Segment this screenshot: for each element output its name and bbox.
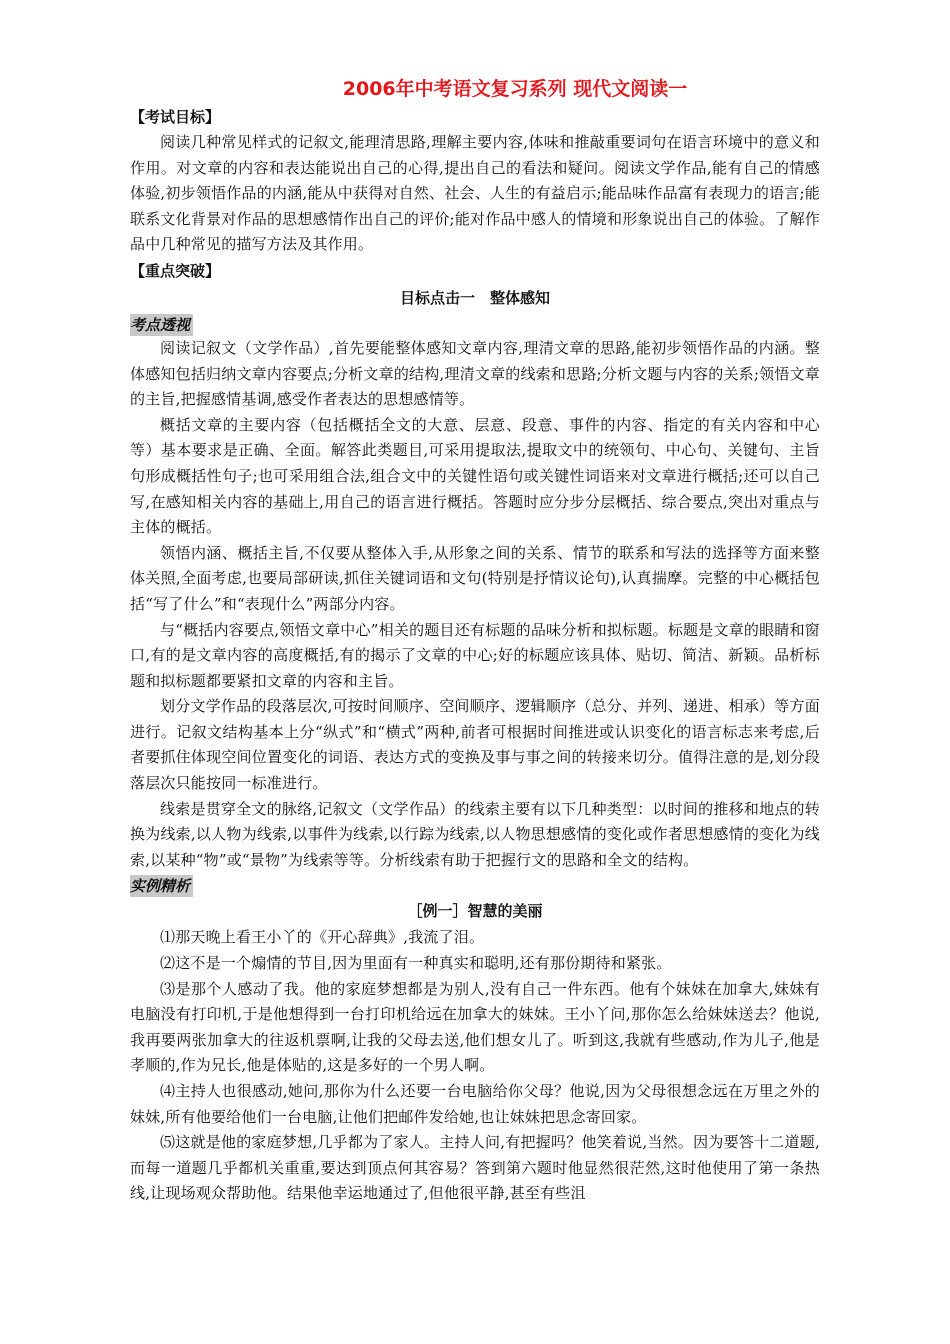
example-paragraph: ⑶是那个人感动了我。他的家庭梦想都是为别人,没有自己一件东西。他有个妹妹在加拿大,妹妹有电脑没有打印机,于是他想得到一台打印机给远在加拿大的妹妹。王小丫问,那你怎么给妹妹送去？他说,我再要两张加拿大的往返机票啊,让我的父母去送,他们想女儿了。听到这,我就有些感动,作为儿子,他是孝顺的,作为兄长,他是体贴的,这是多好的一个男人啊。 — [130, 979, 820, 1075]
exam-target-heading: 【考试目标】 — [130, 108, 221, 126]
kaodian-paragraph: 领悟内涵、概括主旨,不仅要从整体入手,从形象之间的关系、情节的联系和写法的选择等方面来整体关照,全面考虑,也要局部研读,抓住关键词语和文句(特别是抒情议论句),认真揣摩。完整的中心概括包括“写了什么”和“表现什么”两部分内容。 — [130, 543, 820, 613]
shili-tag: 实例精析 — [130, 875, 193, 897]
kaodian-tag: 考点透视 — [130, 314, 193, 336]
document-title: 2006年中考语文复习系列 现代文阅读一 — [342, 78, 688, 100]
exam-target-paragraph: 阅读几种常见样式的记叙文,能理清思路,理解主要内容,体味和推敲重要词句在语言环境中的意义和作用。对文章的内容和表达能说出自己的心得,提出自己的看法和疑问。阅读文学作品,能有自己的情感体验,初步领悟作品的内涵,能从中获得对自然、社会、人生的有益启示;能品味作品富有表现力的语言;能联系文化背景对作品的思想感情作出自己的评价;能对作品中感人的情境和形象说出自己的体验。了解作品中几种常见的描写方法及其作用。 — [130, 133, 820, 254]
goal-heading: 目标点击一 整体感知 — [399, 288, 550, 307]
kaodian-paragraph: 概括文章的主要内容（包括概括全文的大意、层意、段意、事件的内容、指定的有关内容和中心等）基本要求是正确、全面。解答此类题目,可采用提取法,提取文中的统领句、中心句、关键句、主旨句形成概括性句子;也可采用组合法,组合文中的关键性语句或关键性词语来对文章进行概括;还可以自己写,在感知相关内容的基础上,用自己的语言进行概括。答题时应分步分层概括、综合要点,突出对重点与主体的概括。 — [130, 415, 820, 537]
example-paragraph: ⑷主持人也很感动,她问,那你为什么还要一台电脑给你父母？他说,因为父母很想念远在万里之外的妹妹,所有他要给他们一台电脑,让他们把邮件发给她,也让妹妹把思念寄回家。 — [130, 1082, 820, 1126]
example-paragraph: ⑵这不是一个煽情的节目,因为里面有一种真实和聪明,还有那份期待和紧张。 — [160, 954, 672, 973]
key-breakthrough-heading: 【重点突破】 — [130, 261, 221, 280]
example-paragraph: ⑴那天晚上看王小丫的《开心辞典》,我流了泪。 — [160, 928, 485, 947]
example-paragraph: ⑸这就是他的家庭梦想,几乎都为了家人。主持人问,有把握吗？他笑着说,当然。因为要答十二道题,而每一道题几乎都机关重重,要达到顶点何其容易？答到第六题时他显然很茫然,这时他使用了第一条热线,让现场观众帮助他。结果他幸运地通过了,但他很平静,甚至有些沮 — [130, 1133, 820, 1203]
kaodian-paragraph: 线索是贯穿全文的脉络,记叙文（文学作品）的线索主要有以下几种类型：以时间的推移和地点的转换为线索,以人物为线索,以事件为线索,以行踪为线索,以人物思想感情的变化或作者思想感情的变化为线索,以某种“物”或“景物”为线索等等。分析线索有助于把握行文的思路和全文的结构。 — [130, 799, 820, 869]
kaodian-paragraph: 阅读记叙文（文学作品）,首先要能整体感知文章内容,理清文章的思路,能初步领悟作品的内涵。整体感知包括归纳文章内容要点;分析文章的结构,理清文章的线索和思路;分析文题与内容的关系;领悟文章的主旨,把握感情基调,感受作者表达的思想感情等。 — [130, 338, 820, 409]
kaodian-paragraph: 划分文学作品的段落层次,可按时间顺序、空间顺序、逻辑顺序（总分、并列、递进、相承）等方面进行。记叙文结构基本上分“纵式”和“横式”两种,前者可根据时间推进或认识变化的语言标志来考虑,后者要抓住体现空间位置变化的词语、表达方式的变换及事与事之间的转接来切分。值得注意的是,划分段落层次只能按同一标准进行。 — [130, 697, 820, 793]
document-page — [130, 76, 820, 1207]
kaodian-paragraph: 与“概括内容要点,领悟文章中心”相关的题目还有标题的品味分析和拟标题。标题是文章的眼睛和窗口,有的是文章内容的高度概括,有的揭示了文章的中心;好的标题应该具体、贴切、简洁、新颖。品析标题和拟标题都要紧扣文章的内容和主旨。 — [130, 620, 820, 690]
example-title: ［例一］智慧的美丽 — [407, 902, 543, 921]
